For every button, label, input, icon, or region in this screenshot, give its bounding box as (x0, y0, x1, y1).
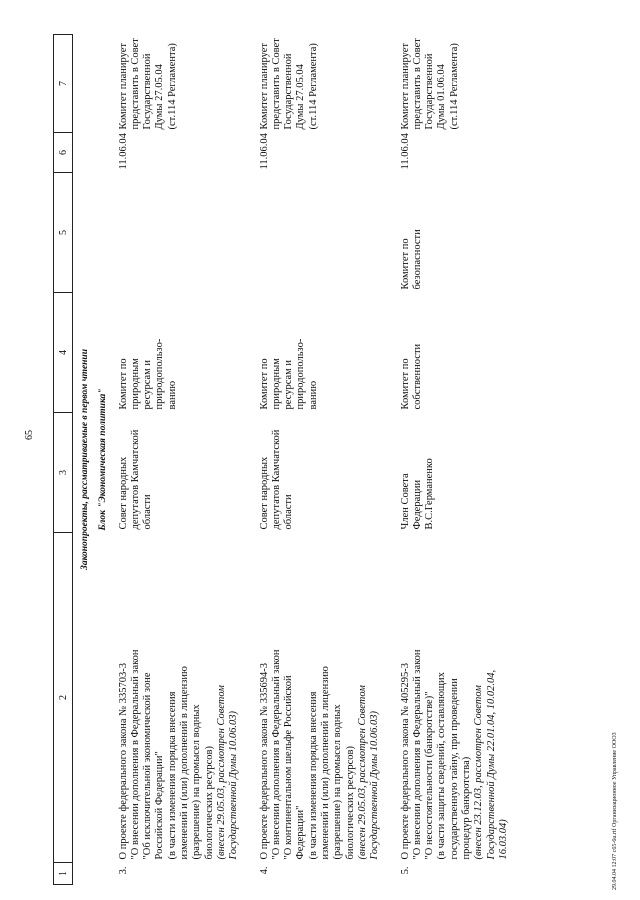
author-line: Федерации (411, 479, 423, 530)
review-date: 11.06.04 (258, 133, 270, 170)
bill-line: процедур банкротства) (461, 756, 473, 860)
block-title: Блок "Экономическая политика" (98, 388, 109, 531)
column-number: 3 (54, 413, 73, 533)
author-line: депутатов Камчатской (270, 429, 282, 530)
note-line: представить в Совет (270, 38, 282, 130)
bill-line: О проекте федерального закона № 335694-3 (258, 662, 270, 860)
bill-line: "О внесении дополнения в Федеральный закон (270, 649, 282, 860)
footer-note: 29.04.04 12:07 c65-6u.rtf Организационное Управление ООО3 (612, 732, 618, 890)
author-line: Совет народных (117, 456, 129, 530)
row-number: 4. (258, 866, 270, 875)
bill-line: "О континентальном шельфе Российской (283, 675, 295, 860)
note-line: (ст.114 Регламента) (166, 43, 178, 130)
note-line: Государственной (283, 53, 295, 130)
row-number: 3. (117, 866, 129, 875)
note-line: Думы 27.05.04 (154, 64, 166, 130)
author-line: области (283, 494, 295, 530)
committee-line: природным (270, 358, 282, 410)
committee-line: ресурсам и (142, 359, 154, 410)
bill-author (398, 413, 513, 533)
author-line: депутатов Камчатской (129, 429, 141, 530)
status-note (116, 35, 243, 133)
responsible-committee (116, 293, 243, 413)
agenda-table (53, 34, 512, 885)
author-line: области (142, 494, 154, 530)
committee-line: ванию (166, 380, 178, 410)
bill-line: О проекте федерального закона № 405295-3 (399, 662, 411, 860)
bill-author (257, 413, 384, 533)
bill-author (116, 413, 243, 533)
bill-line: (в части защиты сведений, составляющих (436, 672, 448, 860)
responsible-committee (257, 293, 384, 413)
author-line: Совет народных (258, 456, 270, 530)
bill-line: (в части изменения порядка внесения (307, 691, 319, 860)
column-number: 5 (54, 173, 73, 293)
note-line: представить в Совет (129, 38, 141, 130)
bill-description (398, 533, 513, 863)
committee-line: собственности (411, 343, 423, 410)
column-number: 1 (54, 863, 73, 885)
bill-note-line: Государственной Думы 10.06.03) (369, 711, 381, 860)
co-executor-committee (398, 173, 513, 293)
bill-description (116, 533, 243, 863)
column-number: 2 (54, 533, 73, 863)
note-line: Государственной (142, 53, 154, 130)
column-number: 7 (54, 35, 73, 133)
review-date: 11.06.04 (117, 133, 129, 170)
bill-line: Российской Федерации" (154, 751, 166, 860)
table-row (257, 35, 384, 885)
bill-line: "О внесении дополнения в Федеральный закон (129, 649, 141, 860)
bill-line: "О несостоятельности (банкротстве)" (424, 691, 436, 860)
author-line: Член Совета (399, 473, 411, 530)
row-number: 5. (399, 866, 411, 875)
note-line: Комитет планирует (258, 43, 270, 130)
bill-line: (в части изменения порядка внесения (166, 691, 178, 860)
review-date: 11.06.04 (399, 133, 411, 170)
co-committee-line: безопасности (411, 229, 423, 290)
bill-line: (разрешение) на промысел водных (191, 704, 203, 860)
bill-line: "О внесении дополнения в Федеральный закон (411, 649, 423, 860)
bill-description (257, 533, 384, 863)
committee-line: природопользо- (154, 338, 166, 410)
note-line: Думы 27.05.04 (295, 64, 307, 130)
committee-line: природным (129, 358, 141, 410)
note-line: представить в Совет (411, 38, 423, 130)
bill-line: изменений и (или) дополнений в лицензию (320, 666, 332, 860)
rotated-page-content (53, 35, 593, 885)
co-executor-committee (116, 173, 243, 293)
table-header (54, 35, 73, 885)
committee-line: Комитет по (399, 358, 411, 410)
bill-note-line: (внесен 23.12.03, рассмотрен Советом (473, 685, 485, 860)
bill-line: Федерации" (295, 805, 307, 860)
bill-note-line: Государственной Думы 22.01.04, 10.02.04, (485, 669, 497, 860)
note-line: Думы 01.06.04 (436, 64, 448, 130)
column-number: 6 (54, 133, 73, 173)
responsible-committee (398, 293, 513, 413)
committee-line: ресурсам и (283, 359, 295, 410)
author-line: В.С.Германенко (424, 458, 436, 530)
column-number: 4 (54, 293, 73, 413)
committee-line: ванию (307, 380, 319, 410)
co-committee-line: Комитет по (399, 238, 411, 290)
note-line: Государственной (424, 53, 436, 130)
bill-line: биологических ресурсов) (203, 745, 215, 860)
bill-line: государственную тайну, при проведении (448, 678, 460, 860)
section-title: Законопроекты, рассматриваемые в первом чтении (80, 349, 90, 571)
committee-line: природопользо- (295, 338, 307, 410)
note-line: Комитет планирует (117, 43, 129, 130)
bill-note-line: (внесен 29.05.03, рассмотрен Советом (356, 685, 368, 860)
co-executor-committee (257, 173, 384, 293)
committee-line: Комитет по (117, 358, 129, 410)
note-line: (ст.114 Регламента) (448, 43, 460, 130)
page-number: 65 (24, 430, 35, 440)
note-line: (ст.114 Регламента) (307, 43, 319, 130)
bill-note-line: 16.03.04) (497, 819, 509, 860)
bill-line: изменений и (или) дополнений в лицензию (179, 666, 191, 860)
status-note (398, 35, 513, 133)
bill-line: биологических ресурсов) (344, 745, 356, 860)
bill-note-line: (внесен 29.05.03, рассмотрен Советом (215, 685, 227, 860)
bill-line: О проекте федерального закона № 335703-3 (117, 662, 129, 860)
committee-line: Комитет по (258, 358, 270, 410)
bill-line: "Об исключительной экономической зоне (142, 672, 154, 860)
bill-note-line: Государственной Думы 10.06.03) (228, 711, 240, 860)
status-note (257, 35, 384, 133)
note-line: Комитет планирует (399, 43, 411, 130)
table-row (116, 35, 243, 885)
table-row (398, 35, 513, 885)
bill-line: (разрешение) на промысел водных (332, 704, 344, 860)
